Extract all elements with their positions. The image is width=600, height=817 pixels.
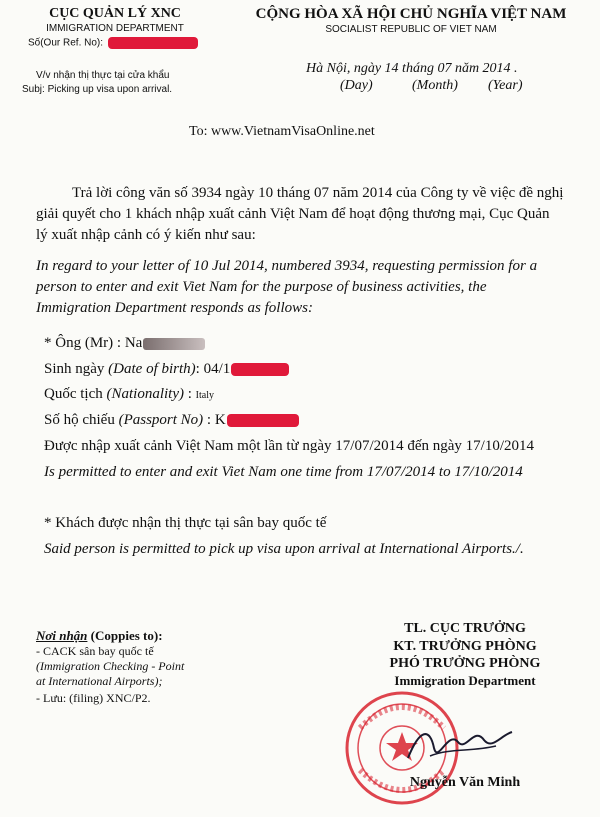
country-name-en: SOCIALIST REPUBLIC OF VIET NAM	[325, 24, 497, 35]
nationality-label-en: (Nationality)	[106, 386, 184, 402]
nationality-label: Quốc tịch	[44, 386, 107, 402]
date-year-caption: (Year)	[488, 78, 523, 93]
dob-colon: :	[195, 361, 204, 377]
country-name: CỘNG HÒA XÃ HỘI CHỦ NGHĨA VIỆT NAM	[255, 6, 567, 22]
recipient-item-1-en-a: (Immigration Checking - Point	[36, 659, 185, 673]
permission-vietnamese: Được nhập xuất cảnh Việt Nam một lần từ ngày 17/07/2014 đến ngày 17/10/2014	[44, 438, 535, 454]
name-redaction	[143, 338, 205, 350]
reference-number	[28, 37, 198, 49]
field-nationality	[44, 386, 214, 403]
dob-label: Sinh ngày	[44, 361, 109, 377]
field-name	[44, 335, 205, 352]
agency-name: CỤC QUẢN LÝ XNC	[49, 6, 181, 21]
date-month-caption: (Month)	[412, 78, 458, 93]
handwritten-signature-icon	[400, 718, 520, 768]
field-passport	[44, 412, 299, 429]
signer-name: Nguyễn Văn Minh	[409, 775, 521, 790]
recipients-title-en: (Coppies to):	[87, 628, 163, 643]
dob-label-en: (Date of birth)	[108, 361, 196, 377]
subject-en: Subj: Picking up visa upon arrival.	[22, 84, 173, 95]
body-vietnamese: Trả lời công văn số 3934 ngày 10 tháng 07 năm 2014 của Công ty về việc đề nghị giải quyết cho 1 khách nhập xuất cảnh Việt Nam để hoạt động thương mại, Cục Quản lý xuất nhập cảnh có ý kiến như sau:	[36, 185, 564, 243]
note-vietnamese: * Khách được nhận thị thực tại sân bay quốc tế	[44, 515, 327, 531]
name-label: * Ông (Mr) :	[44, 335, 125, 351]
passport-value: K	[214, 412, 226, 428]
passport-label: Số hộ chiếu	[44, 412, 119, 428]
addressee: To: www.VietnamVisaOnline.net	[189, 124, 375, 139]
permission-english: Is permitted to enter and exit Viet Nam one time from 17/07/2014 to 17/10/2014	[44, 464, 523, 480]
note-english: Said person is permitted to pick up visa upon arrival at International Airports./.	[44, 541, 524, 557]
dob-redaction	[231, 363, 289, 376]
date-day-caption: (Day)	[340, 78, 373, 93]
signature-line-3: PHÓ TRƯỞNG PHÒNG	[389, 656, 541, 671]
issue-date: Hà Nội, ngày 14 tháng 07 năm 2014 .	[306, 61, 518, 76]
signature-line-2: KT. TRƯỞNG PHÒNG	[393, 639, 537, 654]
subject-vn: V/v nhận thị thực tại cửa khẩu	[36, 70, 170, 81]
recipient-item-1: - CACK sân bay quốc tế	[36, 644, 154, 658]
agency-name-en: IMMIGRATION DEPARTMENT	[46, 23, 184, 34]
recipients-title	[36, 628, 163, 644]
reference-label: Số(Our Ref. No):	[28, 37, 104, 49]
field-date-of-birth	[44, 361, 289, 378]
name-value: Na	[124, 335, 143, 351]
recipient-item-2: - Lưu: (filing) XNC/P2.	[36, 691, 151, 705]
signature-line-1: TL. CỤC TRƯỞNG	[404, 621, 526, 636]
nationality-value: Italy	[195, 390, 214, 401]
recipient-item-1-en-b: at International Airports);	[36, 674, 163, 688]
body-english: In regard to your letter of 10 Jul 2014, numbered 3934, requesting permission for a person to enter and exit Viet Nam for the purpose of business activities, the Immigration Department responds as follows:	[36, 258, 538, 316]
dob-value: 04/1	[203, 361, 231, 377]
passport-colon: :	[203, 412, 215, 428]
recipients-title-vn: Nơi nhận	[36, 628, 88, 643]
signature-line-4: Immigration Department	[394, 673, 536, 688]
passport-label-en: (Passport No)	[118, 412, 204, 428]
reference-redaction	[108, 37, 198, 49]
nationality-colon: :	[183, 386, 196, 402]
passport-redaction	[227, 414, 299, 427]
